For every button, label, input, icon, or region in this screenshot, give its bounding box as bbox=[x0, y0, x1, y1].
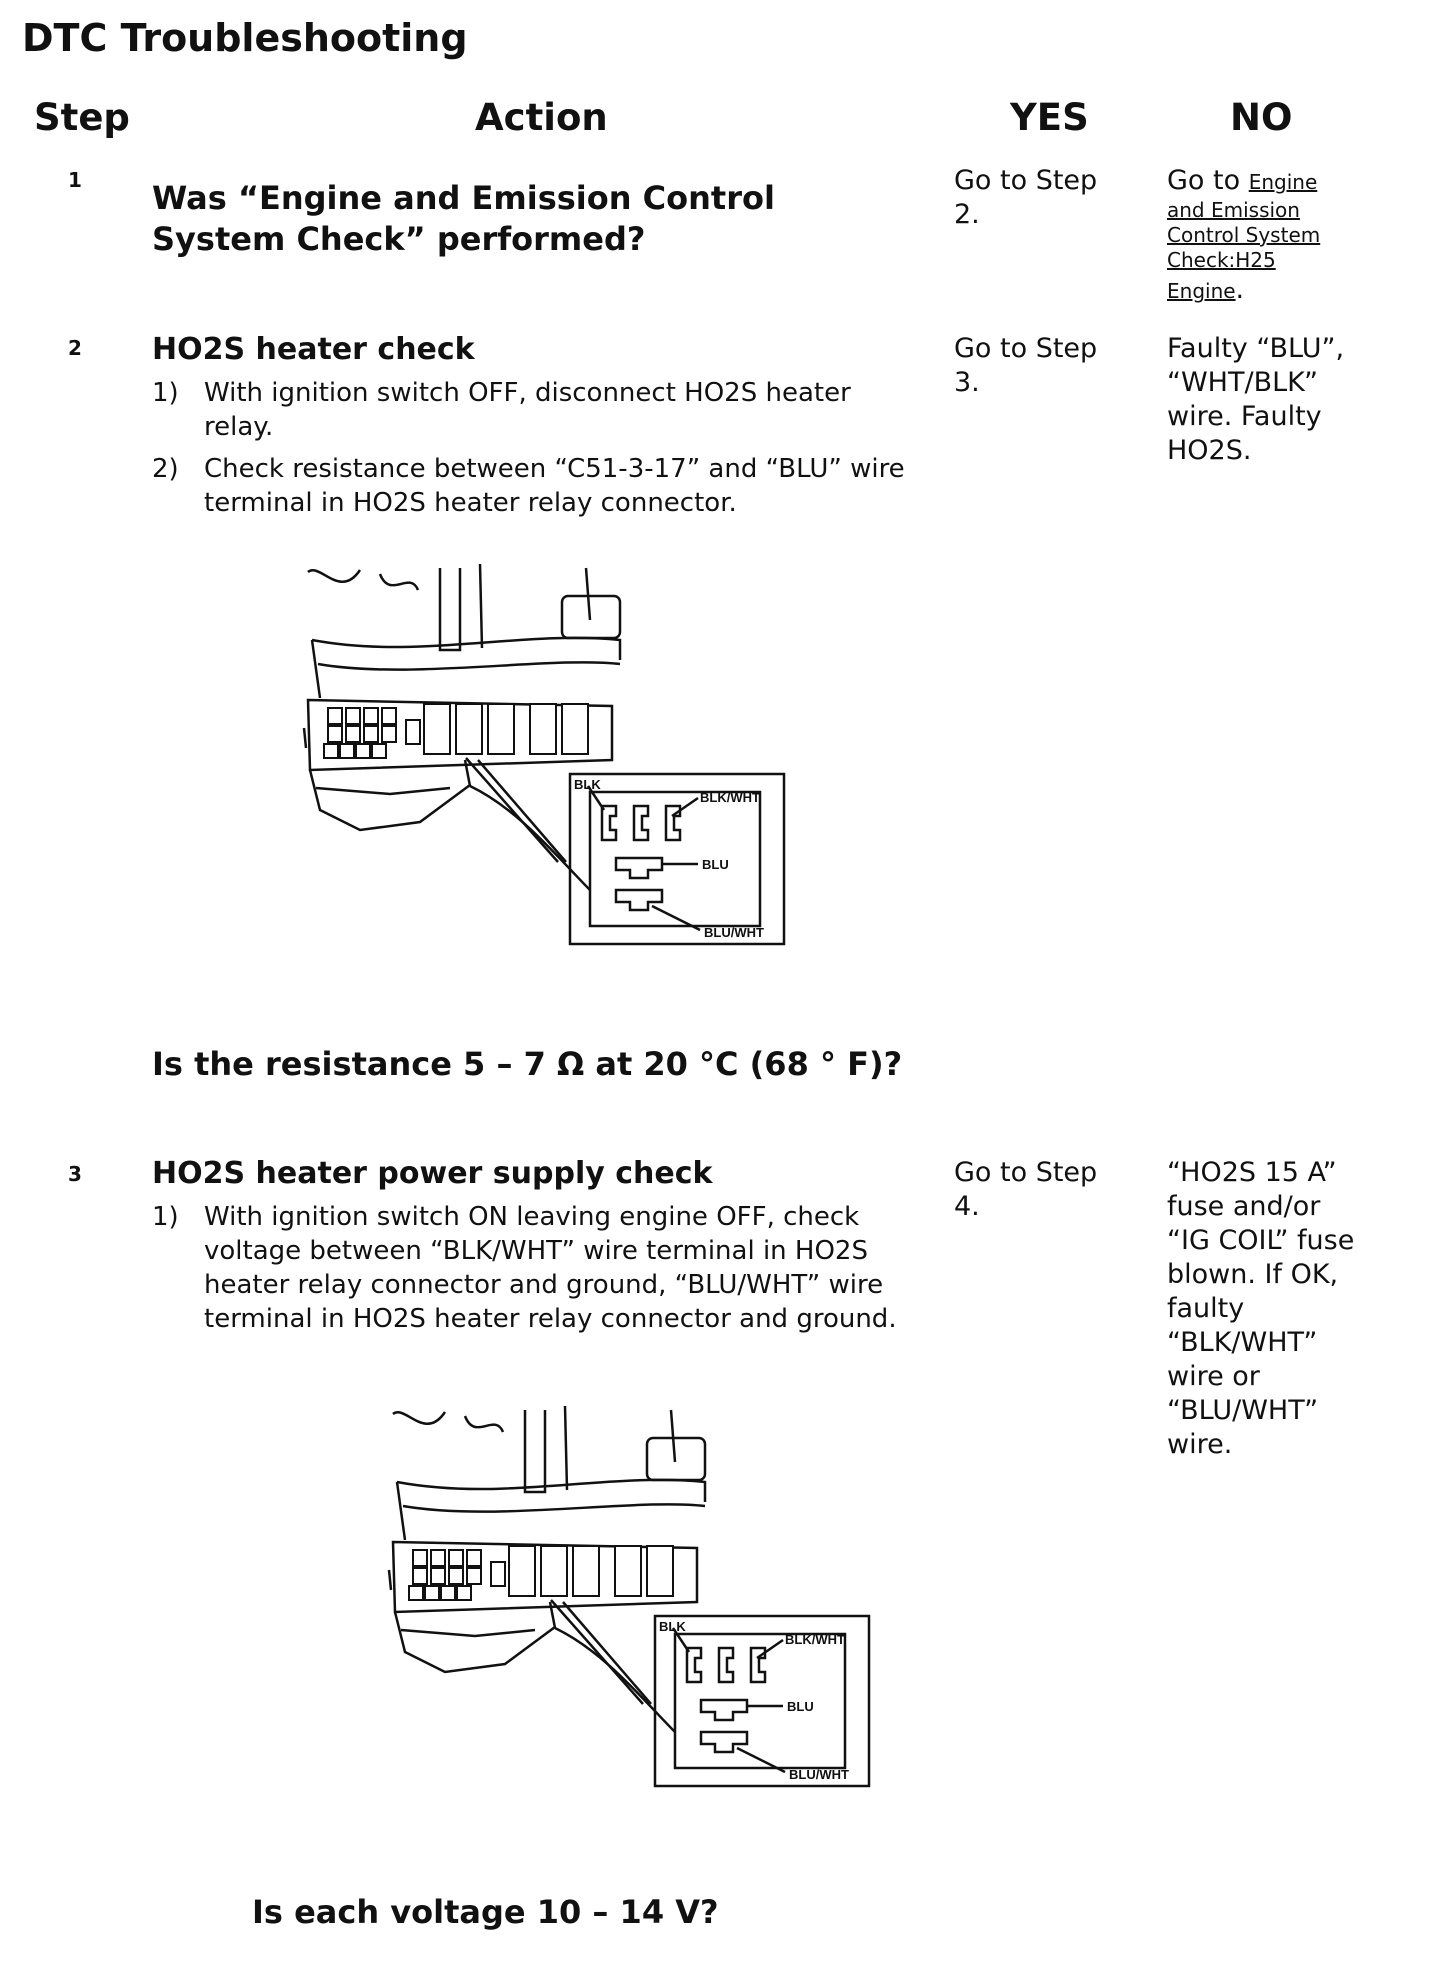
header-step: Step bbox=[34, 96, 130, 139]
step-3-question: Is each voltage 10 – 14 V? bbox=[252, 1893, 719, 1931]
engine-emission-check-link-3[interactable]: Control System bbox=[1167, 223, 1321, 247]
relay-connector-diagram-2 bbox=[385, 1402, 875, 1794]
step-1-question: Was “Engine and Emission Control System Check” performed? bbox=[152, 179, 775, 258]
step-number-3: 3 bbox=[68, 1162, 82, 1186]
diagram2-label-blk: BLK bbox=[659, 1619, 686, 1634]
relay-connector-illustration bbox=[300, 560, 790, 952]
step-number-1: 1 bbox=[68, 168, 82, 192]
diagram1-label-blu: BLU bbox=[702, 857, 729, 872]
list-item: 2) Check resistance between “C51-3-17” and “BLU” wire terminal in HO2S heater relay connector. bbox=[152, 454, 905, 518]
diagram1-label-blk-wht: BLK/WHT bbox=[700, 790, 760, 805]
diagram1-label-blu-wht: BLU/WHT bbox=[704, 925, 764, 940]
step-2-yes: Go to Step 3. bbox=[954, 333, 1098, 398]
step-3-instructions bbox=[152, 1200, 922, 1344]
header-action: Action bbox=[475, 96, 608, 139]
relay-connector-illustration bbox=[385, 1402, 875, 1794]
step-2-no: Faulty “BLU”, “WHT/BLK” wire. Faulty HO2S. bbox=[1167, 333, 1345, 466]
step-3-yes: Go to Step 4. bbox=[954, 1157, 1098, 1222]
engine-emission-check-link-5[interactable]: Engine bbox=[1167, 279, 1236, 303]
diagram1-label-blk: BLK bbox=[574, 777, 601, 792]
step-2-question: Is the resistance 5 – 7 Ω at 20 °C (68 ° F)? bbox=[152, 1045, 903, 1083]
step-3-heading: HO2S heater power supply check bbox=[152, 1156, 713, 1191]
step-number-2: 2 bbox=[68, 336, 82, 360]
step-3-no: “HO2S 15 A” fuse and/or “IG COIL” fuse blown. If OK, faulty “BLK/WHT” wire or “BLU/WHT” wire. bbox=[1167, 1157, 1355, 1460]
diagram2-label-blk-wht: BLK/WHT bbox=[785, 1632, 845, 1647]
list-item: 1) With ignition switch ON leaving engine OFF, check voltage between “BLK/WHT” wire terminal in HO2S heater relay connector and ground, “BLU/WHT” wire terminal in HO2S heater relay connector and ground. bbox=[152, 1202, 897, 1334]
relay-connector-diagram-1 bbox=[300, 560, 790, 952]
engine-emission-check-link-2[interactable]: and Emission bbox=[1167, 198, 1300, 222]
engine-emission-check-link-4[interactable]: Check:H25 bbox=[1167, 248, 1276, 272]
step-1-no-suffix: . bbox=[1235, 274, 1245, 305]
diagram2-label-blu: BLU bbox=[787, 1699, 814, 1714]
step-2-instructions bbox=[152, 376, 912, 528]
engine-emission-check-link-1[interactable]: Engine bbox=[1248, 170, 1318, 194]
step-1-no bbox=[1167, 164, 1357, 307]
step-1-no-prefix: Go to bbox=[1167, 165, 1249, 196]
list-item: 1) With ignition switch OFF, disconnect HO2S heater relay. bbox=[152, 378, 851, 442]
page-title: DTC Troubleshooting bbox=[22, 16, 468, 60]
diagram2-label-blu-wht: BLU/WHT bbox=[789, 1767, 849, 1782]
header-no: NO bbox=[1230, 96, 1293, 139]
header-yes: YES bbox=[1010, 96, 1089, 139]
step-2-heading: HO2S heater check bbox=[152, 332, 475, 367]
step-1-yes: Go to Step 2. bbox=[954, 165, 1098, 230]
